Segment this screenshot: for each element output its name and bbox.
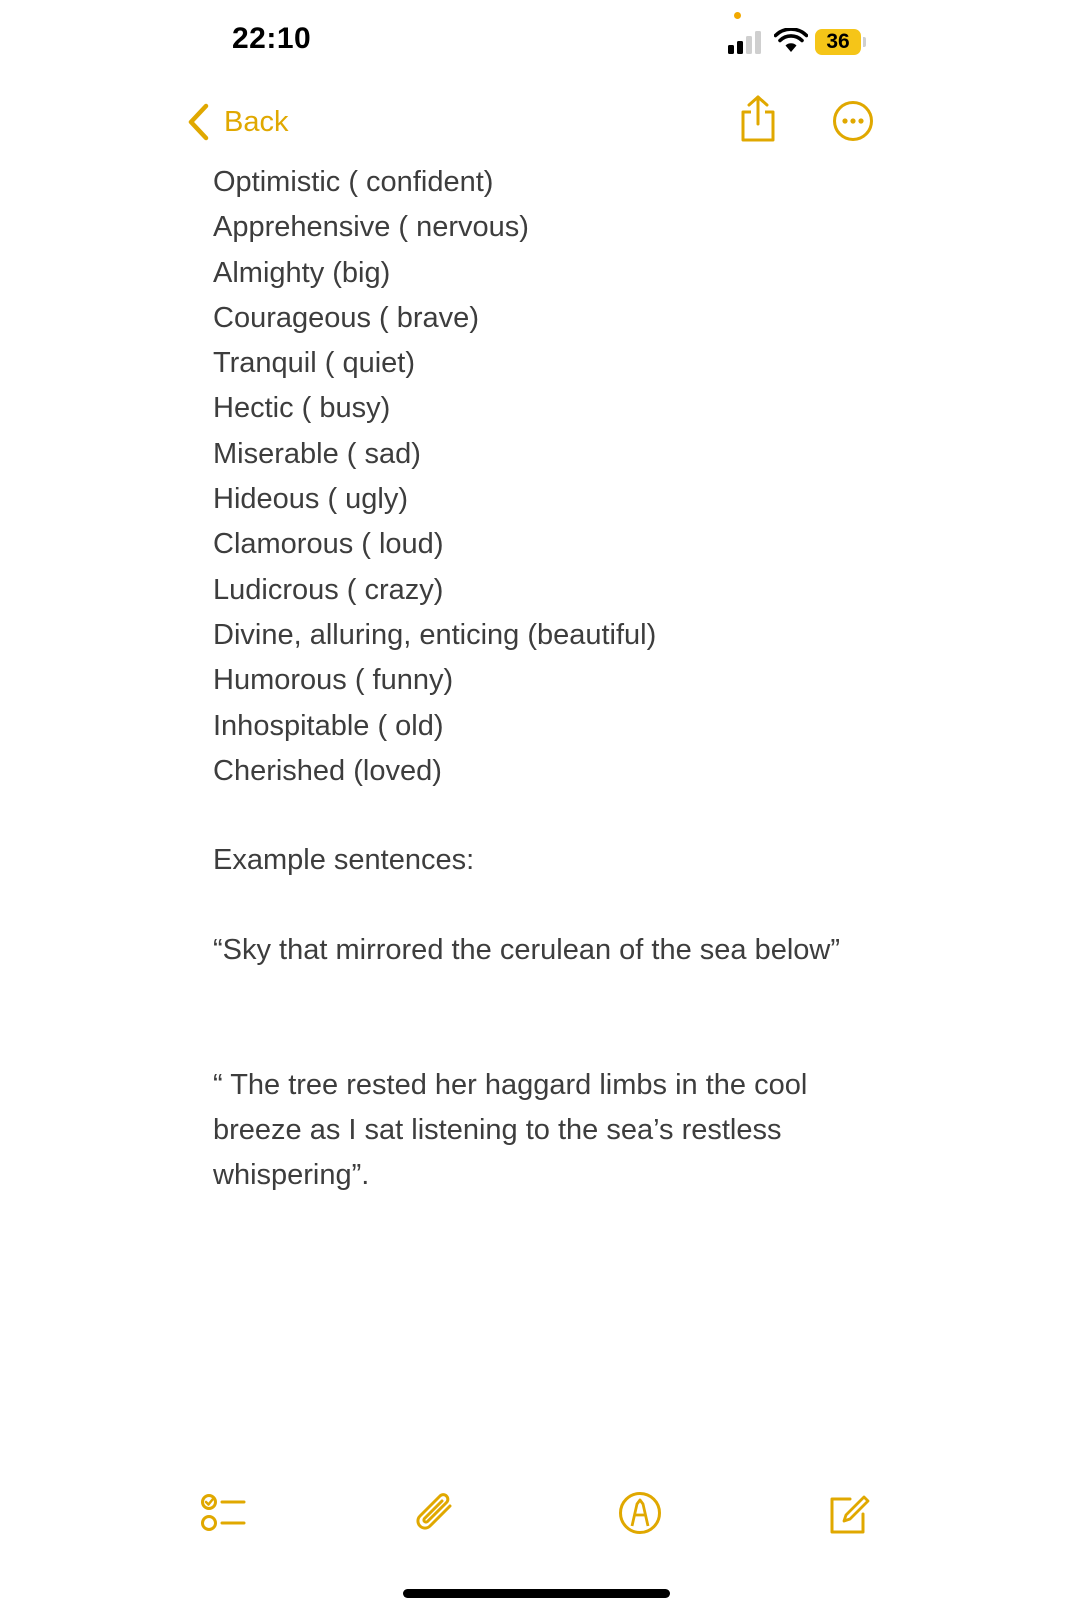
note-line: Ludicrous ( crazy) — [213, 573, 444, 606]
note-line: Divine, alluring, enticing (beautiful) — [213, 618, 657, 651]
back-button[interactable] — [186, 102, 288, 142]
paperclip-icon[interactable] — [412, 1490, 458, 1536]
home-indicator[interactable] — [403, 1589, 670, 1598]
examples-heading: Example sentences: — [213, 844, 475, 876]
battery-indicator: 36 — [815, 29, 861, 55]
note-line: Inhospitable ( old) — [213, 709, 444, 742]
status-bar — [0, 0, 1080, 80]
navigation-bar — [0, 90, 1080, 150]
battery-tip — [863, 37, 866, 47]
note-line: Tranquil ( quiet) — [213, 347, 416, 380]
note-line: Miserable ( sad) — [213, 437, 421, 470]
note-line: Humorous ( funny) — [213, 664, 454, 697]
note-line: Hideous ( ugly) — [213, 483, 409, 516]
markup-pen-icon[interactable] — [617, 1490, 663, 1536]
share-icon[interactable] — [738, 94, 778, 144]
wifi-icon — [774, 28, 808, 54]
chevron-left-icon — [186, 102, 212, 142]
note-line: Hectic ( busy) — [213, 392, 391, 425]
note-line: Courageous ( brave) — [213, 301, 479, 334]
example-sentence-2: “ The tree rested her haggard limbs in the cool breeze as I sat listening to the sea’s restless whispering”. — [213, 1069, 808, 1191]
note-line: Almighty (big) — [213, 256, 391, 289]
cellular-signal-icon — [728, 30, 764, 54]
note-line: Apprehensive ( nervous) — [213, 211, 529, 244]
compose-icon[interactable] — [826, 1490, 872, 1536]
privacy-indicator-dot — [734, 12, 741, 19]
status-time: 22:10 — [232, 22, 312, 55]
note-line: Cherished (loved) — [213, 754, 442, 787]
note-line: Optimistic ( confident) — [213, 166, 494, 198]
note-body[interactable] — [213, 160, 873, 794]
note-line: Clamorous ( loud) — [213, 528, 444, 561]
example-sentence-1: “Sky that mirrored the cerulean of the sea below” — [213, 934, 841, 966]
more-icon[interactable] — [832, 100, 874, 142]
checklist-icon[interactable] — [200, 1490, 246, 1536]
back-label: Back — [224, 105, 289, 138]
